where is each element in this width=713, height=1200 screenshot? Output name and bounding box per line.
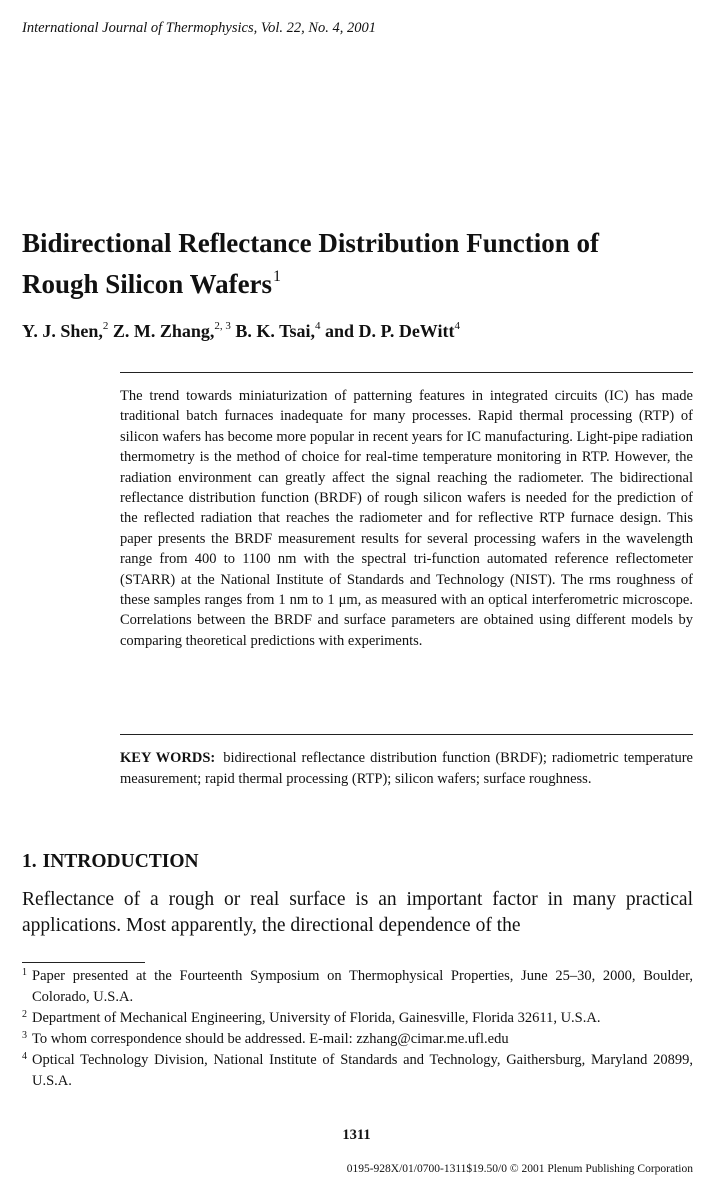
author-name: and D. P. DeWitt: [324, 321, 455, 341]
author-name: Z. M. Zhang,: [112, 321, 215, 341]
footnote-text: Paper presented at the Fourteenth Symposium on Thermophysical Properties, June 25–30, 2000, Boulder, Colorado, U.S.A.: [32, 968, 693, 1005]
footnote: [22, 1029, 693, 1050]
section-number: 1.: [22, 851, 37, 872]
footnote-mark: 1: [22, 967, 27, 978]
footnote-mark: 4: [22, 1051, 27, 1062]
abstract-top-rule: [120, 372, 693, 373]
abstract: The trend towards miniaturization of patterning features in integrated circuits (IC) has made traditional batch furnaces inadequate for many processes. Rapid thermal processing (RTP) of silicon wafers has become more popular in recent years for IC manufacturing. Light-pipe radiation thermometry is the method of choice for real-time temperature monitoring in RTP. However, the radiation environment can greatly affect the signal reaching the radiometer. The bidirectional reflectance distribution function (BRDF) of rough silicon wafers is needed for the prediction of the reflected radiation that reaches the radiometer and for reflective RTP furnace design. This paper presents the BRDF measurement results for several processing wafers in the wavelength range from 400 to 1100 nm with the spectral tri-function automated reference reflectometer (STARR) at the National Institute of Standards and Technology (NIST). The rms roughness of these samples ranges from 1 nm to 1 μm, as measured with an optical interferometric microscope. Correlations between the BRDF and surface parameters are obtained using different models by comparing theoretical predictions with experiments.: [120, 388, 693, 649]
author-affiliation-mark: 2, 3: [214, 320, 231, 332]
abstract-bottom-rule: [120, 734, 693, 735]
key-words-text: bidirectional reflectance distribution function (BRDF); radiometric temperature measurement; rapid thermal processing (RTP); silicon wafers; surface roughness.: [120, 750, 693, 787]
intro-paragraph: Reflectance of a rough or real surface is an important factor in many practical applications. Most apparently, the directional dependence of the: [22, 889, 693, 936]
key-words: [120, 748, 693, 790]
author-affiliation-mark: 2: [102, 320, 109, 332]
footnote-mark: 2: [22, 1009, 27, 1020]
title-line-2-text: Rough Silicon Wafers: [22, 269, 273, 299]
footnotes: [22, 966, 693, 1092]
author-list: [22, 320, 460, 342]
footnote: [22, 1050, 693, 1092]
footnote: [22, 966, 693, 1008]
journal-header: International Journal of Thermophysics, Vol. 22, No. 4, 2001: [22, 20, 377, 36]
copyright-line: 0195-928X/01/0700-1311$19.50/0 © 2001 Plenum Publishing Corporation: [346, 1163, 693, 1175]
footnote-text: Department of Mechanical Engineering, University of Florida, Gainesville, Florida 32611, U.S.A.: [32, 1010, 601, 1026]
author-affiliation-mark: 4: [314, 320, 321, 332]
title-line-1: Bidirectional Reflectance Distribution Function of: [22, 228, 599, 258]
author-affiliation-mark: 4: [454, 320, 460, 332]
section-title: INTRODUCTION: [42, 851, 199, 872]
footnote: [22, 1008, 693, 1029]
title-line-2: [22, 260, 702, 301]
page-number: 1311: [342, 1127, 371, 1143]
footnote-text: To whom correspondence should be addressed. E-mail: zzhang@cimar.me.ufl.edu: [32, 1031, 509, 1047]
author-name: Y. J. Shen,: [22, 321, 103, 341]
section-heading: [22, 851, 199, 873]
title-footnote-mark: 1: [273, 268, 282, 285]
author-name: B. K. Tsai,: [235, 321, 315, 341]
paper-title: [22, 226, 702, 301]
footnote-mark: 3: [22, 1030, 27, 1041]
key-words-label: KEY WORDS:: [120, 750, 216, 766]
footnote-text: Optical Technology Division, National Institute of Standards and Technology, Gaithersburg, Maryland 20899, U.S.A.: [32, 1052, 693, 1089]
footnote-rule: [22, 962, 145, 963]
